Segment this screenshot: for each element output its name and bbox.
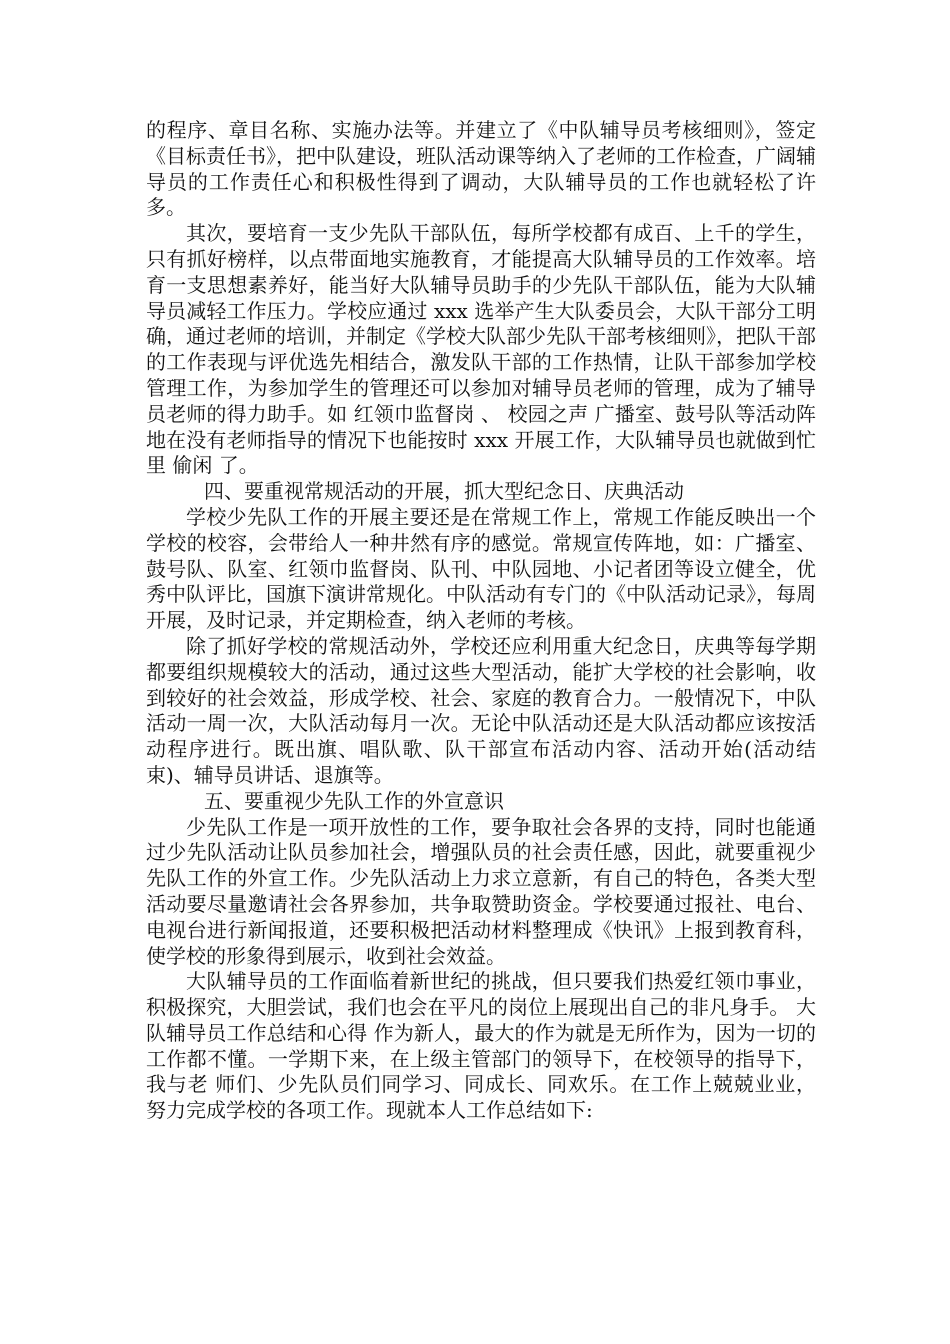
paragraph-6: 大队辅导员的工作面临着新世纪的挑战，但只要我们热爱红领巾事业，积极探究，大胆尝试，我们也会在平凡的岗位上展现出自己的非凡身手。 大队辅导员工作总结和心得 作为新人，最大的作为就是无所作为，因为一切的工作都不懂。一学期下来，在上级主管部门的领导下，在校领导的指导下，我与老 师们、少先队员们同学习、同成长、同欢乐。在工作上兢兢业业， 努力完成学校的各项工作。现就本人工作总结如下: (146, 969, 816, 1123)
document-page (146, 118, 816, 1124)
section-heading-4: 四、要重视常规活动的开展，抓大型纪念日、庆典活动 (204, 479, 684, 504)
paragraph-1: 的程序、章目名称、实施办法等。并建立了《中队辅导员考核细则》，签定《目标责任书》，把中队建设，班队活动课等纳入了老师的工作检查，广阔辅导员的工作责任心和积极性得到了调动，大队辅导员的工作也就轻松了许多。 (146, 118, 816, 220)
paragraph-4: 除了抓好学校的常规活动外，学校还应利用重大纪念日，庆典等每学期都要组织规模较大的活动，通过这些大型活动，能扩大学校的社会影响，收到较好的社会效益，形成学校、社会、家庭的教育合力。一般情况下，中队活动一周一次，大队活动每月一次。无论中队活动还是大队活动都应该按活动程序进行。既出旗、唱队歌、队干部宣布活动内容、活动开始(活动结束)、辅导员讲话、退旗等。 (146, 633, 816, 787)
paragraph-3: 学校少先队工作的开展主要还是在常规工作上，常规工作能反映出一个学校的校容，会带给人一种井然有序的感觉。常规宣传阵地，如：广播室、鼓号队、队室、红领巾监督岗、队刊、中队园地、小记者团等设立健全，优秀中队评比，国旗下演讲常规化。中队活动有专门的《中队活动记录》，每周开展，及时记录，并定期检查，纳入老师的考核。 (146, 504, 816, 633)
paragraph-2: 其次，要培育一支少先队干部队伍，每所学校都有成百、上千的学生，只有抓好榜样，以点带面地实施教育，才能提高大队辅导员的工作效率。培育一支思想素养好，能当好大队辅导员助手的少先队干部队伍，能为大队辅导员减轻工作压力。学校应通过 xxx 选举产生大队委员会，大队干部分工明确，通过老师的培训，并制定《学校大队部少先队干部考核细则》，把队干部的工作表现与评优选先相结合，激发队干部的工作热情，让队干部参加学校管理工作，为参加学生的管理还可以参加对辅导员老师的管理，成为了辅导员老师的得力助手。如 红领巾监督岗 、 校园之声 广播室、鼓号队等活动阵地在没有老师指导的情况下也能按时 xxx 开展工作，大队辅导员也就做到忙里 偷闲 了。 (146, 221, 816, 478)
section-heading-5: 五、要重视少先队工作的外宣意识 (204, 788, 504, 813)
paragraph-5: 少先队工作是一项开放性的工作，要争取社会各界的支持，同时也能通过少先队活动让队员参加社会，增强队员的社会责任感，因此，就要重视少先队工作的外宣工作。少先队活动上力求立意新，有自己的特色，各类大型活动要尽量邀请社会各界参加，共争取赞助资金。学校要通过报社、电台、电视台进行新闻报道，还要积极把活动材料整理成《快讯》上报到教育科，使学校的形象得到展示，收到社会效益。 (146, 814, 816, 968)
